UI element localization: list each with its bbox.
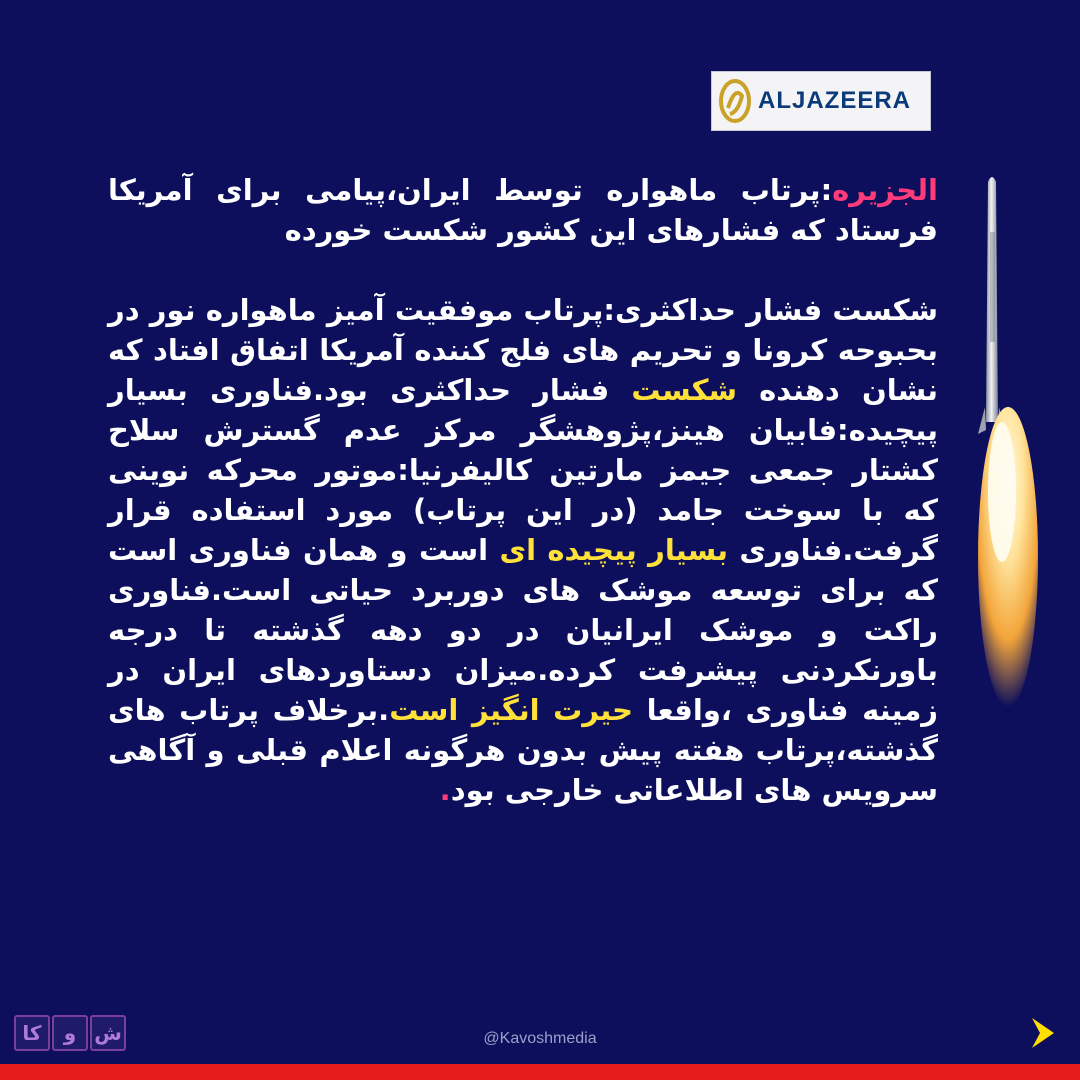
end-dot: . [439,773,451,807]
body-paragraph [108,290,938,810]
headline-text: :پرتاب ماهواره توسط ایران،پیامی برای آمریکا فرستاد که فشارهای این کشور شکست خورده [108,173,938,247]
body-part-2: فشار حداکثری بود.فناوری بسیار پیچیده:فابیان هینز،پژوهشگر مرکز عدم گسترش سلاح کشتار جمعی جیمز مارتین کالیفرنیا:موتور محرکه نوینی که با سوخت جامد (در این پرتاب) مورد استفاده قرار گرفت.فناوری [108,373,938,567]
aljazeera-emblem-icon [718,78,752,124]
logo-text: ALJAZEERA [758,87,912,114]
brand-letter: و [52,1015,88,1051]
brand-letter: کا [14,1015,50,1051]
aljazeera-logo [712,72,930,130]
highlight-astonishing: حیرت انگیز است [389,693,634,727]
article-text [108,170,938,810]
highlight-defeat: شکست [631,373,737,407]
headline [108,170,938,250]
highlight-very-complex: بسیار پیچیده ای [499,533,728,567]
bottom-bar [0,1064,1080,1080]
chevron-right-icon[interactable] [1026,1016,1060,1050]
body-part-1: شکست فشار حداکثری:پرتاب موفقیت آمیز ماهواره نور در بحبوحه کرونا و تحریم های فلج کننده آمریکا اتفاق افتاد که نشان دهنده [108,293,938,407]
body-part-3: است و همان فناوری است که برای توسعه موشک های دوربرد حیاتی است.فناوری راکت و موشک ایرانیان در دو دهه گذشته تا درجه باورنکردنی پیشرفت کرده.میزان دستاوردهای ایران در زمینه فناوری ،واقعا [108,533,939,727]
body-part-4: .برخلاف پرتاب های گذشته،پرتاب هفته پیش بدون هرگونه اعلام قبلی و آگاهی سرویس های اطلاعاتی خارجی بود [108,693,938,807]
source-name: الجزیره [832,173,938,207]
rocket-image [968,172,1048,712]
social-handle: @Kavoshmedia [483,1030,597,1047]
brand-letter: ش [90,1015,126,1051]
